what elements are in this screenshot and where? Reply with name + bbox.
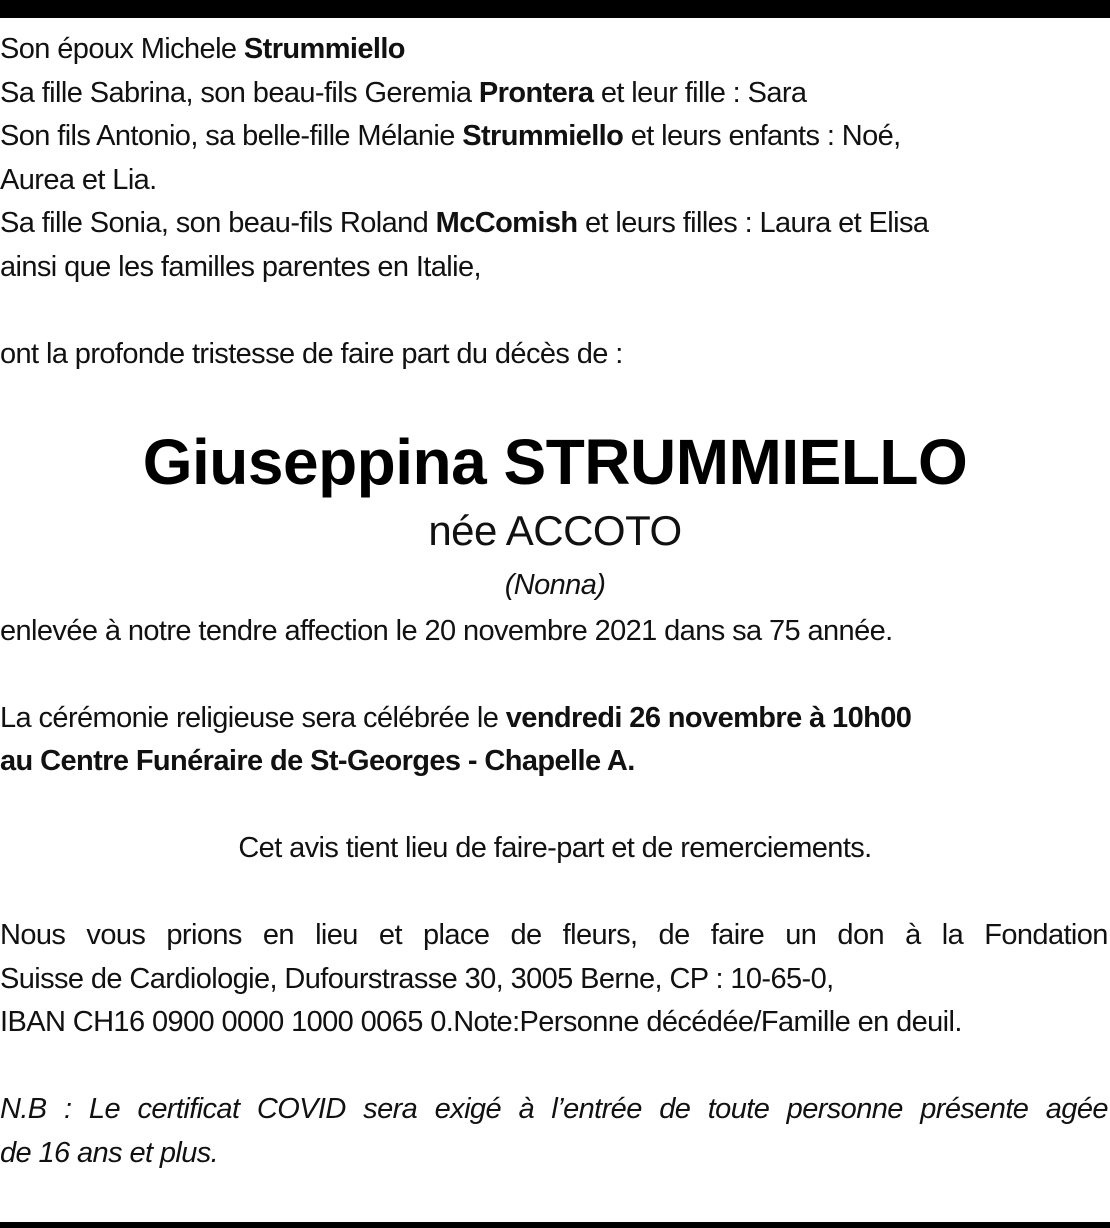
word: agée <box>1045 1093 1108 1125</box>
spacer <box>0 653 1110 697</box>
family-line-son-antonio <box>0 115 1110 159</box>
ceremony-intro: La cérémonie religieuse sera célébrée le <box>0 701 506 734</box>
word: Nous <box>0 919 66 951</box>
word: Fondation <box>984 919 1108 951</box>
word: de <box>658 919 690 951</box>
word: lieu <box>315 919 358 951</box>
daughter-sonia-children: et leurs filles : Laura et Elisa <box>577 207 929 239</box>
son-antonio-surname: Strummiello <box>462 120 624 152</box>
family-line-daughter-sabrina <box>0 72 1110 116</box>
deceased-name: Giuseppina STRUMMIELLO <box>142 425 968 498</box>
spouse-surname: Strummiello <box>243 33 405 65</box>
ceremony-date-time: vendredi 26 novembre à 10h00 <box>505 701 912 734</box>
daughter-sabrina-children: et leur fille : Sara <box>593 76 807 109</box>
deceased-nickname: (Nonna) <box>504 568 606 601</box>
ceremony-line-1 <box>0 697 1110 741</box>
announcement-text: ont la profonde tristesse de faire part du décès de : <box>0 337 623 370</box>
family-line-daughter-sonia <box>0 202 1110 246</box>
family-line-spouse <box>0 28 1110 72</box>
word: faire <box>710 919 765 951</box>
spacer <box>0 376 1110 420</box>
donation-line-1 <box>0 914 1108 958</box>
top-rule <box>0 0 1110 18</box>
word: exigé <box>434 1093 501 1125</box>
spacer <box>0 289 1110 333</box>
word: un <box>785 919 817 951</box>
daughter-sabrina-text: Sa fille Sabrina, son beau-fils Geremia <box>0 76 479 109</box>
bottom-rule <box>0 1222 1110 1228</box>
word: Le <box>88 1093 120 1125</box>
daughter-sabrina-surname: Prontera <box>478 76 594 109</box>
word: et <box>378 919 402 951</box>
deceased-maiden-name: née ACCOTO <box>428 506 682 554</box>
donation-line-3: IBAN CH16 0900 0000 1000 0065 0.Note:Personne décédée/Famille en deuil. <box>0 1006 962 1038</box>
son-antonio-text: Son fils Antonio, sa belle-fille Mélanie <box>0 120 463 152</box>
word: à <box>518 1093 534 1125</box>
word: vous <box>86 919 146 951</box>
spacer <box>0 1045 1110 1089</box>
passing-text: enlevée à notre tendre affection le 20 novembre 2021 dans sa 75 année. <box>0 614 893 647</box>
word: place <box>423 919 490 951</box>
spacer <box>0 784 1110 828</box>
word: N.B <box>0 1093 47 1125</box>
word: : <box>64 1093 72 1125</box>
word: certificat <box>137 1093 240 1125</box>
obituary-notice <box>0 28 1110 1175</box>
daughter-sonia-text: Sa fille Sonia, son beau-fils Roland <box>0 207 436 239</box>
family-line-relatives: ainsi que les familles parentes en Italie, <box>0 250 481 283</box>
word: en <box>262 919 294 951</box>
nb-line-2: de 16 ans et plus. <box>0 1136 219 1169</box>
word: prions <box>166 919 242 951</box>
ceremony-location: au Centre Funéraire de St-Georges - Chapelle A. <box>0 745 635 777</box>
spacer <box>0 871 1110 915</box>
word: de <box>659 1093 691 1125</box>
word: de <box>510 919 542 951</box>
daughter-sonia-surname: McComish <box>435 207 578 239</box>
word: l’entrée <box>551 1093 642 1125</box>
word: présente <box>920 1093 1029 1125</box>
word: à <box>905 919 921 951</box>
word: toute <box>707 1093 770 1125</box>
word: personne <box>786 1093 903 1125</box>
word: la <box>941 919 964 951</box>
nb-line-1 <box>0 1088 1108 1132</box>
son-antonio-children: et leurs enfants : Noé, <box>623 120 901 152</box>
word: don <box>837 919 885 951</box>
family-line-son-antonio-cont: Aurea et Lia. <box>0 163 157 196</box>
spouse-text: Son époux Michele <box>0 33 244 65</box>
word: sera <box>363 1093 418 1125</box>
donation-line-2: Suisse de Cardiologie, Dufourstrasse 30, 3005 Berne, CP : 10-65-0, <box>0 962 834 995</box>
word: fleurs, <box>562 919 638 951</box>
word: COVID <box>256 1093 346 1125</box>
notice-text: Cet avis tient lieu de faire-part et de remerciements. <box>238 832 872 864</box>
